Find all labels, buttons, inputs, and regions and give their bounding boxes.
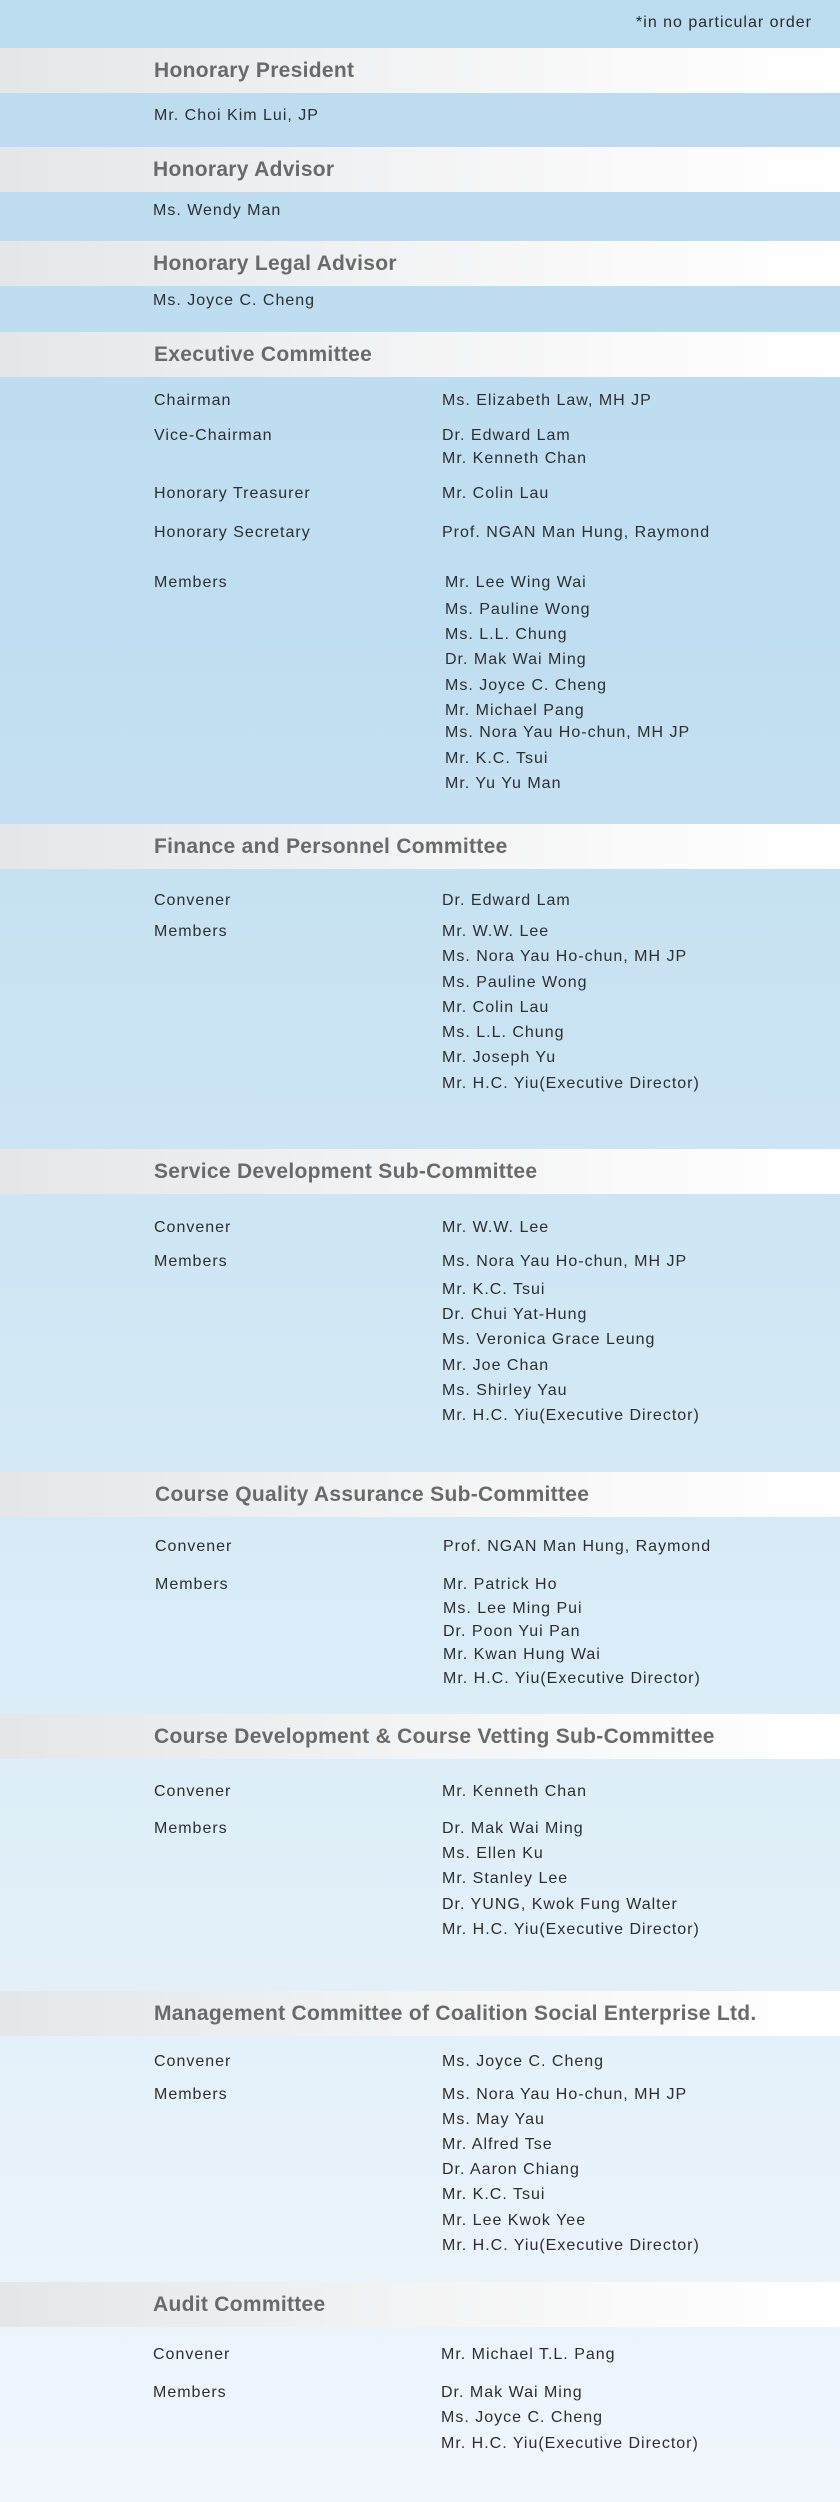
member-name: Ms. L.L. Chung: [445, 626, 568, 643]
member-name: Ms. Pauline Wong: [442, 974, 588, 991]
member-name: Mr. H.C. Yiu(Executive Director): [442, 1407, 700, 1424]
section-title: Executive Committee: [154, 343, 373, 366]
member-name: Mr. Alfred Tse: [442, 2136, 553, 2153]
section-title: Finance and Personnel Committee: [154, 835, 508, 858]
member-name: Mr. Stanley Lee: [442, 1870, 569, 1887]
section-header-management-committee: [0, 1991, 840, 2036]
member-name: Mr. H.C. Yiu(Executive Director): [441, 2435, 699, 2452]
members-label: Members: [154, 923, 228, 940]
section-title: Course Development & Course Vetting Sub-Committee: [154, 1725, 715, 1748]
member-name: Dr. Poon Yui Pan: [443, 1623, 581, 1640]
secretary-name: Prof. NGAN Man Hung, Raymond: [442, 524, 711, 541]
convener-label: Convener: [154, 892, 232, 909]
members-label: Members: [155, 1576, 229, 1593]
honorary-legal-advisor-name: Ms. Joyce C. Cheng: [153, 292, 316, 309]
members-label: Members: [153, 2384, 227, 2401]
ordering-note: *in no particular order: [636, 14, 812, 31]
member-name: Mr. Colin Lau: [442, 999, 550, 1016]
member-name: Dr. Mak Wai Ming: [442, 1820, 584, 1837]
section-header-executive-committee: [0, 332, 840, 377]
section-header-service-development: [0, 1149, 840, 1194]
member-name: Dr. Mak Wai Ming: [441, 2384, 583, 2401]
convener-label: Convener: [154, 2053, 232, 2070]
section-title: Service Development Sub-Committee: [154, 1160, 538, 1183]
chairman-label: Chairman: [154, 392, 232, 409]
convener-name: Prof. NGAN Man Hung, Raymond: [443, 1538, 712, 1555]
member-name: Ms. Pauline Wong: [445, 601, 591, 618]
member-name: Mr. Michael Pang: [445, 702, 585, 719]
members-label: Members: [154, 1820, 228, 1837]
section-header-audit-committee: [0, 2282, 840, 2327]
convener-name: Mr. Kenneth Chan: [442, 1783, 587, 1800]
secretary-label: Honorary Secretary: [154, 524, 311, 541]
member-name: Mr. Lee Kwok Yee: [442, 2212, 587, 2229]
member-name: Mr. K.C. Tsui: [445, 750, 549, 767]
section-header-finance-personnel: [0, 824, 840, 869]
section-title: Audit Committee: [153, 2293, 326, 2316]
member-name: Ms. Nora Yau Ho-chun, MH JP: [445, 724, 691, 741]
member-name: Ms. Nora Yau Ho-chun, MH JP: [442, 2086, 688, 2103]
member-name: Ms. Lee Ming Pui: [443, 1600, 583, 1617]
members-label: Members: [154, 574, 228, 591]
member-name: Mr. Patrick Ho: [443, 1576, 558, 1593]
member-name: Ms. Nora Yau Ho-chun, MH JP: [442, 1253, 688, 1270]
member-name: Ms. Ellen Ku: [442, 1845, 544, 1862]
section-title: Course Quality Assurance Sub-Committee: [155, 1483, 590, 1506]
convener-label: Convener: [153, 2346, 231, 2363]
member-name: Mr. H.C. Yiu(Executive Director): [442, 1075, 700, 1092]
member-name: Ms. Nora Yau Ho-chun, MH JP: [442, 948, 688, 965]
section-header-course-quality: [0, 1472, 840, 1517]
member-name: Mr. W.W. Lee: [442, 923, 550, 940]
treasurer-name: Mr. Colin Lau: [442, 485, 550, 502]
member-name: Dr. Aaron Chiang: [442, 2161, 580, 2178]
member-name: Ms. L.L. Chung: [442, 1024, 565, 1041]
convener-name: Ms. Joyce C. Cheng: [442, 2053, 605, 2070]
section-title: Honorary Legal Advisor: [153, 252, 397, 275]
treasurer-label: Honorary Treasurer: [154, 485, 311, 502]
section-header-honorary-president: [0, 48, 840, 93]
vice-chairman-name: Mr. Kenneth Chan: [442, 450, 587, 467]
member-name: Mr. Joseph Yu: [442, 1049, 557, 1066]
chairman-name: Ms. Elizabeth Law, MH JP: [442, 392, 652, 409]
member-name: Ms. Veronica Grace Leung: [442, 1331, 656, 1348]
vice-chairman-label: Vice-Chairman: [154, 427, 273, 444]
member-name: Ms. May Yau: [442, 2111, 545, 2128]
honorary-president-name: Mr. Choi Kim Lui, JP: [154, 107, 319, 124]
convener-label: Convener: [154, 1783, 232, 1800]
honorary-advisor-name: Ms. Wendy Man: [153, 202, 282, 219]
section-header-course-development: [0, 1714, 840, 1759]
members-label: Members: [154, 2086, 228, 2103]
convener-label: Convener: [154, 1219, 232, 1236]
convener-name: Mr. Michael T.L. Pang: [441, 2346, 616, 2363]
member-name: Mr. H.C. Yiu(Executive Director): [442, 1921, 700, 1938]
section-header-honorary-legal-advisor: [0, 241, 840, 286]
section-title: Management Committee of Coalition Social Enterprise Ltd.: [154, 2002, 757, 2025]
member-name: Mr. Kwan Hung Wai: [443, 1646, 601, 1663]
convener-name: Mr. W.W. Lee: [442, 1219, 550, 1236]
vice-chairman-name: Dr. Edward Lam: [442, 427, 571, 444]
member-name: Dr. Mak Wai Ming: [445, 651, 587, 668]
member-name: Mr. H.C. Yiu(Executive Director): [443, 1670, 701, 1687]
member-name: Mr. Lee Wing Wai: [445, 574, 587, 591]
member-name: Mr. K.C. Tsui: [442, 1281, 546, 1298]
member-name: Ms. Joyce C. Cheng: [441, 2409, 604, 2426]
members-label: Members: [154, 1253, 228, 1270]
member-name: Ms. Joyce C. Cheng: [445, 677, 608, 694]
member-name: Mr. Yu Yu Man: [445, 775, 562, 792]
section-title: Honorary President: [154, 59, 355, 82]
section-title: Honorary Advisor: [153, 158, 335, 181]
member-name: Dr. Chui Yat-Hung: [442, 1306, 588, 1323]
member-name: Mr. H.C. Yiu(Executive Director): [442, 2237, 700, 2254]
convener-name: Dr. Edward Lam: [442, 892, 571, 909]
section-header-honorary-advisor: [0, 147, 840, 192]
member-name: Mr. Joe Chan: [442, 1357, 550, 1374]
member-name: Ms. Shirley Yau: [442, 1382, 568, 1399]
convener-label: Convener: [155, 1538, 233, 1555]
member-name: Dr. YUNG, Kwok Fung Walter: [442, 1896, 678, 1913]
member-name: Mr. K.C. Tsui: [442, 2186, 546, 2203]
